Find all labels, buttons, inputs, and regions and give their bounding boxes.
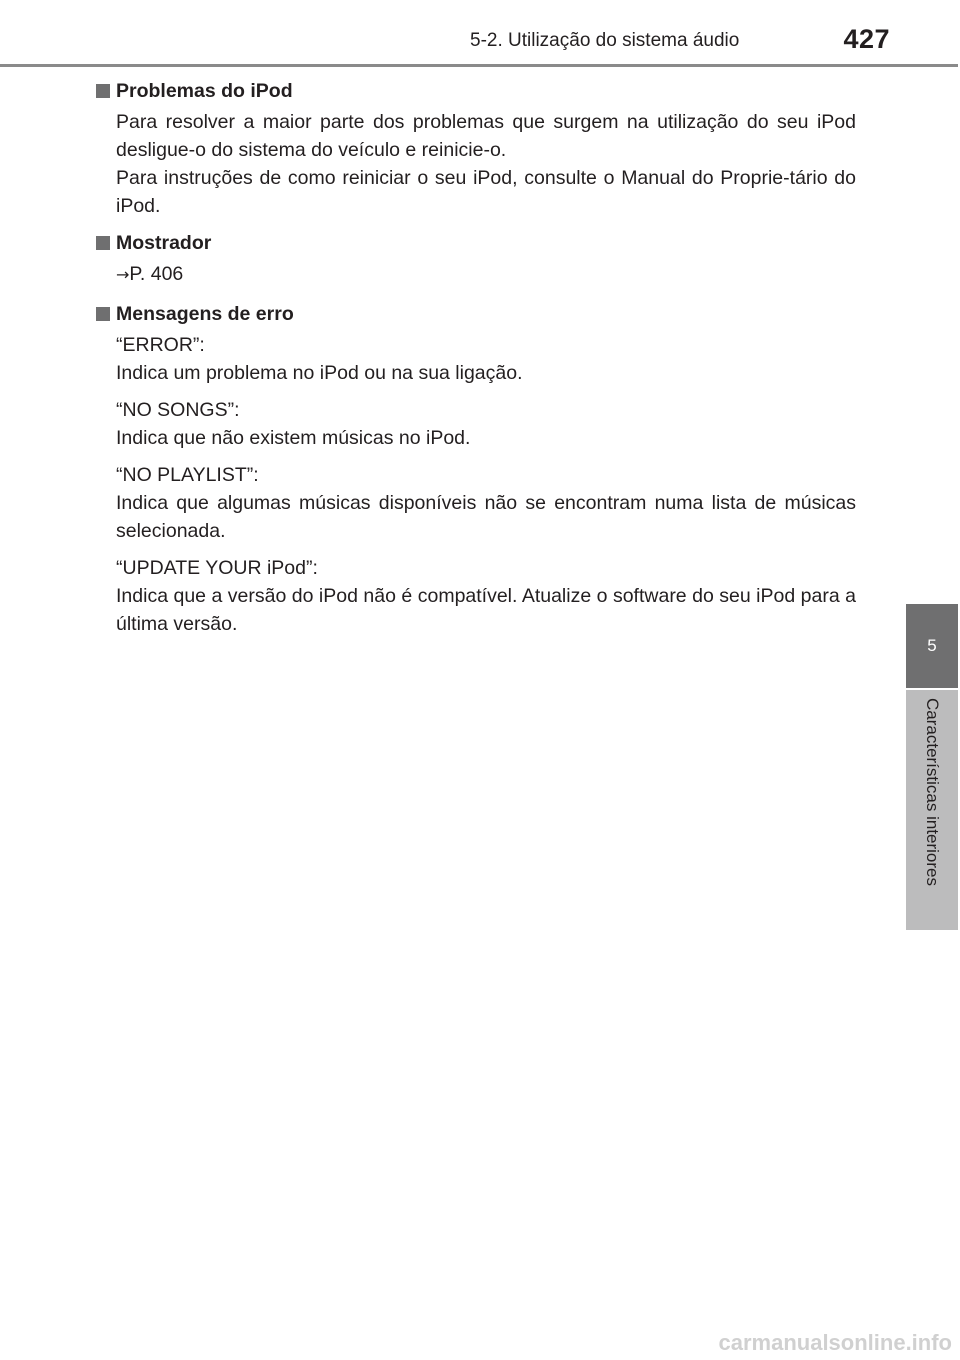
section-body bbox=[96, 108, 856, 220]
section-display bbox=[96, 230, 856, 289]
page-reference[interactable] bbox=[96, 260, 856, 289]
page-number: 427 bbox=[843, 24, 890, 54]
paragraph: Para instruções de como reiniciar o seu iPod, consulte o Manual do Proprie-tário do iPod. bbox=[116, 167, 856, 217]
section-heading bbox=[96, 78, 856, 104]
section-body bbox=[96, 331, 856, 638]
page-reference-text: P. 406 bbox=[129, 263, 184, 285]
square-bullet-icon bbox=[96, 84, 110, 98]
side-tab-label bbox=[906, 690, 958, 930]
footer-watermark: carmanualsonline.info bbox=[718, 1330, 952, 1355]
error-description: Indica que algumas músicas disponíveis não se encontram numa lista de músicas selecionada. bbox=[116, 492, 856, 542]
error-description: Indica um problema no iPod ou na sua ligação. bbox=[116, 362, 523, 384]
section-ipod-problems bbox=[96, 78, 856, 220]
page-content bbox=[96, 78, 856, 647]
section-title: Mensagens de erro bbox=[116, 303, 294, 325]
section-error-messages bbox=[96, 301, 856, 638]
side-tab-number: 5 bbox=[906, 604, 958, 688]
side-tab-label-text: Características interiores bbox=[923, 698, 942, 887]
section-title: Mostrador bbox=[116, 232, 212, 254]
error-code: “NO PLAYLIST”: bbox=[116, 464, 259, 486]
square-bullet-icon bbox=[96, 307, 110, 321]
error-description: Indica que a versão do iPod não é compatível. Atualize o software do seu iPod para a última versão. bbox=[116, 585, 856, 635]
error-description: Indica que não existem músicas no iPod. bbox=[116, 427, 471, 449]
paragraph: Para resolver a maior parte dos problemas que surgem na utilização do seu iPod desligue-o do sistema do veículo e reinicie-o. bbox=[116, 111, 856, 161]
error-code: “NO SONGS”: bbox=[116, 399, 240, 421]
section-title: Problemas do iPod bbox=[116, 80, 293, 102]
header-rule bbox=[0, 64, 958, 67]
arrow-right-icon: → bbox=[116, 265, 130, 284]
error-code: “ERROR”: bbox=[116, 334, 205, 356]
error-message-item bbox=[116, 461, 856, 545]
error-message-item bbox=[116, 331, 856, 387]
error-message-item bbox=[116, 554, 856, 638]
section-heading bbox=[96, 230, 856, 256]
error-message-item bbox=[116, 396, 856, 452]
section-heading bbox=[96, 301, 856, 327]
error-code: “UPDATE YOUR iPod”: bbox=[116, 557, 318, 579]
square-bullet-icon bbox=[96, 236, 110, 250]
header-section-title: 5-2. Utilização do sistema áudio bbox=[470, 30, 740, 51]
